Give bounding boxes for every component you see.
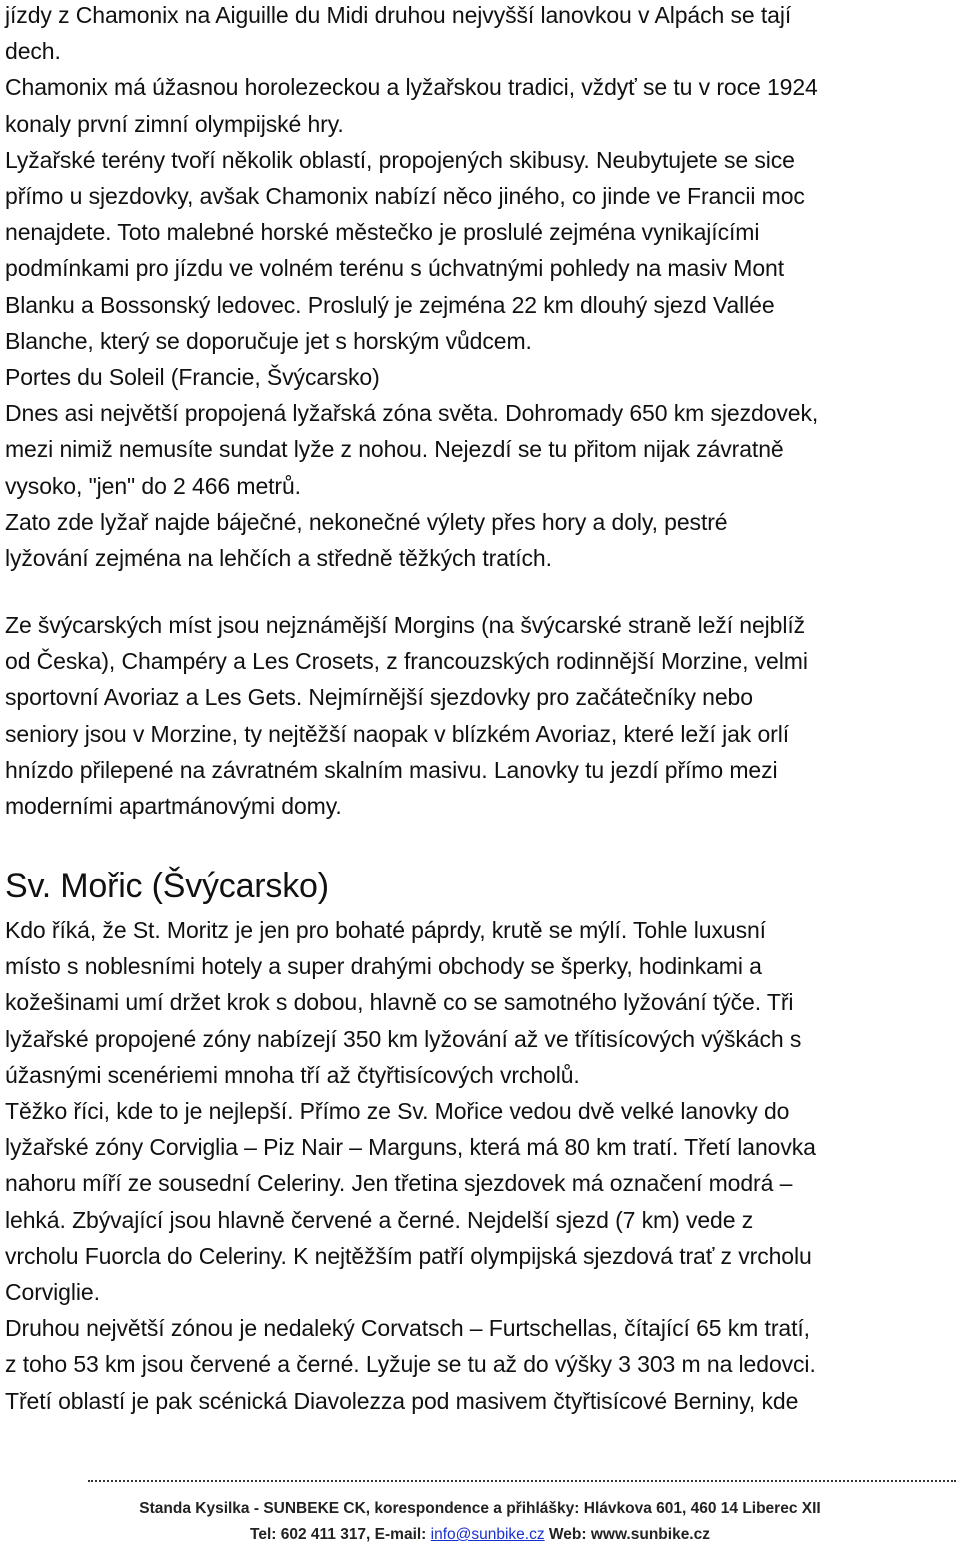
section-subtitle-portes-du-soleil: Portes du Soleil (Francie, Švýcarsko) — [5, 364, 380, 391]
text-line: seniory jsou v Morzine, ty nejtěžší naopak v blízkém Avoriaz, které leží jak orlí — [5, 720, 790, 747]
text-line: lyžařské zóny Corviglia – Piz Nair – Marguns, která má 80 km tratí. Třetí lanovka — [5, 1134, 816, 1161]
text-line: místo s noblesními hotely a super drahými obchody se šperky, hodinkami a — [5, 953, 762, 980]
email-link[interactable]: info@sunbike.cz — [430, 1526, 545, 1543]
text-line: Třetí oblastí je pak scénická Diavolezza pod masivem čtyřtisícové Berniny, kde — [5, 1387, 799, 1414]
text-line: Ze švýcarských míst jsou nejznámější Morgins (na švýcarské straně leží nejblíž — [5, 612, 806, 638]
text-line: hnízdo přilepené na závratném skalním masivu. Lanovky tu jezdí přímo mezi — [5, 756, 778, 783]
text-line: úžasnými scenériemi mnoha tří až čtyřtisícových vrcholů. — [5, 1061, 580, 1088]
text-line: Blanku a Bossonský ledovec. Proslulý je zejména 22 km dlouhý sjezd Vallée — [5, 291, 775, 318]
footer-phone-label: Tel: 602 411 317, E-mail: — [250, 1526, 431, 1543]
text-line: konaly první zimní olympijské hry. — [5, 110, 344, 137]
paragraph-chamonix-portes-du-soleil — [5, 0, 957, 576]
text-line: moderními apartmánovými domy. — [5, 793, 342, 820]
text-line: jízdy z Chamonix na Aiguille du Midi druhou nejvyšší lanovkou v Alpách se tají — [5, 2, 792, 28]
paragraph-st-moritz — [5, 912, 957, 1419]
footer-contact-line — [0, 1524, 960, 1546]
footer-web-label: Web: www.sunbike.cz — [544, 1526, 710, 1543]
text-line: Blanche, který se doporučuje jet s horským vůdcem. — [5, 327, 532, 354]
text-line: Chamonix má úžasnou horolezeckou a lyžařskou tradici, vždyť se tu v roce 1924 — [5, 74, 818, 101]
text-line: Kdo říká, že St. Moritz je jen pro bohaté páprdy, krutě se mýlí. Tohle luxusní — [5, 917, 766, 943]
text-line: Corviglie. — [5, 1279, 100, 1306]
text-line: nenajdete. Toto malebné horské městečko je proslulé zejména vynikajícími — [5, 219, 760, 246]
text-line: podmínkami pro jízdu ve volném terénu s úchvatnými pohledy na masiv Mont — [5, 255, 785, 282]
text-line: dech. — [5, 38, 61, 65]
text-line: vysoko, "jen" do 2 466 metrů. — [5, 472, 301, 499]
footer-contact-address: Standa Kysilka - SUNBEKE CK, korespondence a přihlášky: Hlávkova 601, 460 14 Liberec XII — [139, 1500, 821, 1517]
text-line: nahoru míří ze sousední Celeriny. Jen třetina sjezdovek má označení modrá – — [5, 1170, 793, 1197]
text-line: přímo u sjezdovky, avšak Chamonix nabízí něco jiného, co jinde ve Francii moc — [5, 183, 805, 210]
text-line: lyžování zejména na lehčích a středně těžkých tratích. — [5, 545, 552, 572]
text-line: Druhou největší zónou je nedaleký Corvatsch – Furtschellas, čítající 65 km tratí, — [5, 1315, 810, 1342]
footer-divider — [88, 1480, 956, 1482]
section-heading-st-moritz: Sv. Mořic (Švýcarsko) — [5, 867, 329, 905]
text-line: sportovní Avoriaz a Les Gets. Nejmírnější sjezdovky pro začátečníky nebo — [5, 684, 753, 711]
text-line: z toho 53 km jsou červené a černé. Lyžuje se tu až do výšky 3 303 m na ledovci. — [5, 1351, 816, 1378]
text-line: od Česka), Champéry a Les Crosets, z francouzských rodinnější Morzine, velmi — [5, 648, 808, 675]
text-line: Dnes asi největší propojená lyžařská zóna světa. Dohromady 650 km sjezdovek, — [5, 400, 819, 427]
text-line: Zato zde lyžař najde báječné, nekonečné výlety přes hory a doly, pestré — [5, 508, 728, 535]
text-line: Těžko říci, kde to je nejlepší. Přímo ze Sv. Mořice vedou dvě velké lanovky do — [5, 1098, 790, 1125]
paragraph-resorts — [5, 607, 957, 824]
text-line: vrcholu Fuorcla do Celeriny. K nejtěžším patří olympijská sjezdová trať z vrcholu — [5, 1242, 812, 1269]
text-line: mezi nimiž nemusíte sundat lyže z nohou. Nejezdí se tu přitom nijak závratně — [5, 436, 784, 463]
text-line: kožešinami umí držet krok s dobou, hlavně co se samotného lyžování týče. Tři — [5, 989, 794, 1016]
text-line: Lyžařské terény tvoří několik oblastí, propojených skibusy. Neubytujete se sice — [5, 146, 795, 173]
text-line: lyžařské propojené zóny nabízejí 350 km lyžování až ve třítisícových výškách s — [5, 1025, 802, 1052]
text-line: lehká. Zbývající jsou hlavně červené a černé. Nejdelší sjezd (7 km) vede z — [5, 1206, 754, 1233]
